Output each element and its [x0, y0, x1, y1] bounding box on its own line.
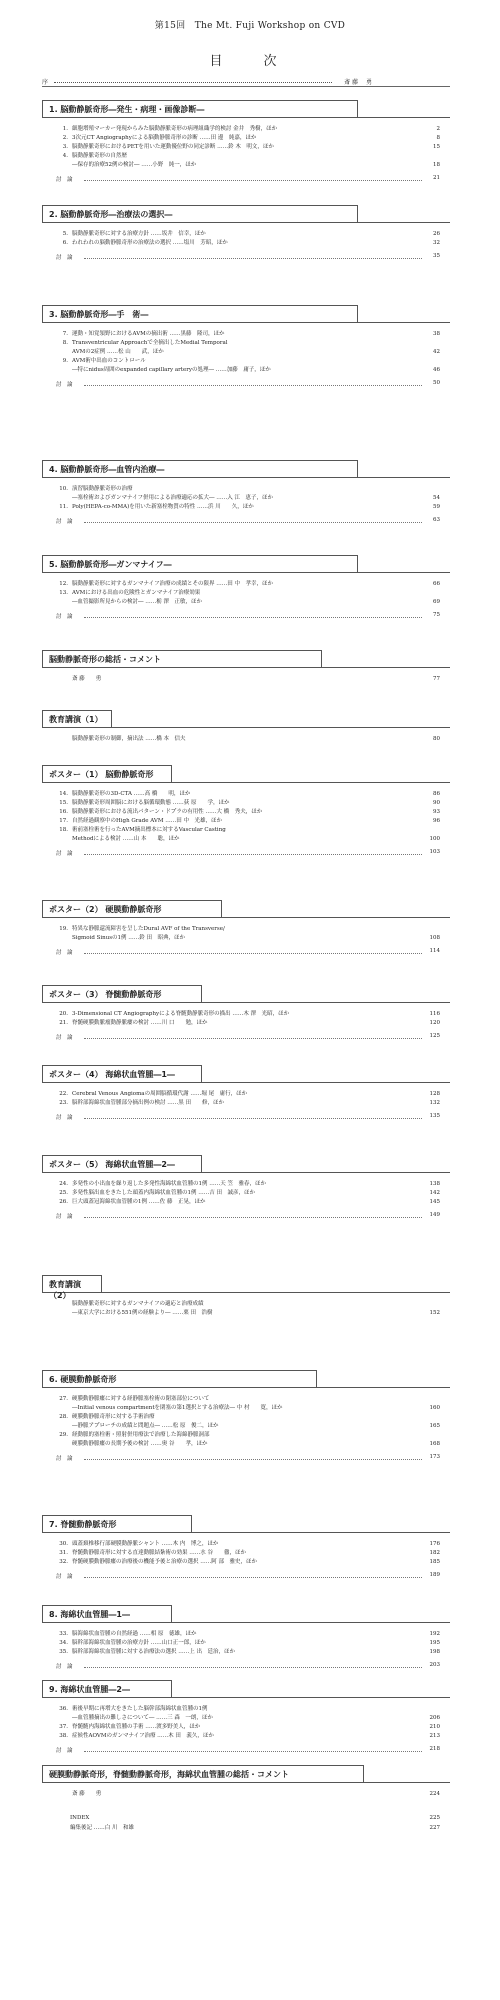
entry-number: 27.	[59, 1396, 68, 1402]
entry-title: 脳動静脈奇形に対するガンマナイフの適応と治療成績	[72, 1301, 204, 1307]
toc-entry[interactable]	[56, 736, 440, 743]
entry-title: 脳動静脈奇形の制御，摘出法 ……橋 本 信夫	[72, 736, 186, 742]
entry-title: 脳幹部海綿状血管腫部分摘出例の検討 ……黒 田 修，ほか	[72, 1100, 224, 1106]
dot-leader	[84, 1038, 422, 1039]
entry-number: 21.	[59, 1020, 68, 1026]
entry-title: 脳海綿状血管腫の自然経過 ……相 原 徳雄，ほか	[72, 1631, 197, 1637]
toc-entry[interactable]	[56, 1020, 440, 1027]
discussion-entry[interactable]	[56, 380, 440, 387]
entry-page: 160	[429, 1405, 440, 1411]
toc-entry[interactable]	[56, 1190, 440, 1197]
entry-number: 30.	[59, 1541, 68, 1547]
entry-number: 34.	[59, 1640, 68, 1646]
entry-page: 54	[433, 495, 440, 501]
entry-page: 128	[429, 1091, 440, 1097]
toc-entry[interactable]	[56, 349, 440, 356]
entry-title: ―静脈アプローチの成績と問題点― ……松 原 俊二，ほか	[72, 1423, 219, 1429]
entry-title: 術前塞栓術を行ったAVM摘出標本に対するVascular Casting	[72, 827, 226, 833]
entry-page: 32	[433, 240, 440, 246]
entry-number: 24.	[59, 1181, 68, 1187]
discussion-entry[interactable]	[56, 1572, 440, 1579]
discussion-entry[interactable]	[56, 1033, 440, 1040]
entry-number: 6.	[62, 240, 68, 246]
entry-title: AVMの2症例 ……松 山 武，ほか	[72, 349, 164, 355]
toc-entry[interactable]	[56, 1423, 440, 1430]
toc-entry[interactable]	[56, 827, 440, 834]
toc-entry[interactable]	[56, 1715, 440, 1722]
entry-number: 37.	[59, 1724, 68, 1730]
toc-entry[interactable]	[56, 495, 440, 502]
entry-title: 頭蓋頚椎移行部硬膜動静脈シャント ……木 内 博之，ほか	[72, 1541, 219, 1547]
discussion-page: 135	[429, 1113, 440, 1119]
divider	[42, 86, 450, 87]
entry-page: 77	[433, 676, 440, 682]
discussion-label: 討 論	[56, 255, 73, 261]
entry-title: Methodによる検討 ……山 本 聡，ほか	[72, 836, 180, 842]
toc-entry[interactable]	[56, 1396, 440, 1403]
dot-leader	[84, 180, 422, 181]
entry-number: 22.	[59, 1091, 68, 1097]
toc-entry[interactable]	[56, 504, 440, 511]
entry-page: 80	[433, 736, 440, 742]
entry-title: ―塞栓術およびガンマナイフ併用による治療適応の拡大― ……入 江 恵子，ほか	[72, 495, 273, 501]
entry-title: 経動脈的塞栓術・照射併用療法で治療した海綿静脈洞部	[72, 1432, 210, 1438]
entry-number: 18.	[59, 827, 68, 833]
discussion-page: 218	[429, 1746, 440, 1752]
entry-title: 術後早期に再増大をきたした脳幹部海綿状血管腫の1例	[72, 1706, 208, 1712]
entry-page: 18	[433, 162, 440, 168]
entry-title: 硬膜動静脈奇形に対する手術治療	[72, 1414, 155, 1420]
discussion-page: 75	[433, 612, 440, 618]
section-rule	[358, 117, 450, 118]
toc-entry[interactable]	[56, 791, 440, 798]
entry-title: 脳動静脈奇形におけるPETを用いた運動優位野の同定診断 ……鈴 木 明文，ほか	[72, 144, 274, 150]
toc-entry[interactable]	[56, 1414, 440, 1421]
toc-entry[interactable]	[56, 1011, 440, 1018]
entry-title: 3次元CT Angiographyによる脳動静脈奇形の診断 ……田 邊 純嘉，ほか	[72, 135, 257, 141]
entry-page: 176	[429, 1541, 440, 1547]
toc-entry[interactable]	[56, 1100, 440, 1107]
entry-title: ―Initial venous compartmentを閉塞の第1選択とする治療法― 中 村 寛，ほか	[72, 1405, 283, 1411]
discussion-page: 35	[433, 253, 440, 259]
discussion-entry[interactable]	[56, 517, 440, 524]
entry-page: 15	[433, 144, 440, 150]
discussion-page: 114	[429, 948, 440, 954]
toc-entry[interactable]	[56, 358, 440, 365]
dot-leader	[84, 522, 422, 523]
dot-leader	[84, 385, 422, 386]
section-heading[interactable]: 4. 脳動静脈奇形―血管内治療―	[42, 460, 358, 478]
entry-title: ―保存的治療52例の検討― ……小野 純一，ほか	[72, 162, 197, 168]
toc-entry[interactable]	[56, 935, 440, 942]
toc-entry[interactable]	[56, 486, 440, 493]
toc-entry[interactable]	[56, 1791, 440, 1798]
section-heading[interactable]: 硬膜動静脈奇形，脊髄動静脈奇形，海綿状血管腫の総括・コメント	[42, 1765, 364, 1783]
section-rule	[358, 322, 450, 323]
section-rule	[358, 222, 450, 223]
discussion-entry[interactable]	[56, 1454, 440, 1461]
section-rule	[102, 1292, 450, 1293]
dot-leader	[84, 854, 422, 855]
section-rule	[172, 1622, 450, 1623]
toc-entry[interactable]	[56, 581, 440, 588]
entry-page: 59	[433, 504, 440, 510]
discussion-entry[interactable]	[56, 1746, 440, 1753]
entry-number: 1.	[62, 126, 68, 132]
discussion-entry[interactable]	[56, 849, 440, 856]
entry-page: 152	[429, 1310, 440, 1316]
entry-title: 多発性の小出血を繰り返した多発性海綿状血管腫の1例 ……天 笠 雅春，ほか	[72, 1181, 266, 1187]
section-rule	[202, 1002, 450, 1003]
entry-page: 138	[429, 1181, 440, 1187]
entry-number: 3.	[62, 144, 68, 150]
entry-number: 15.	[59, 800, 68, 806]
toc-entry[interactable]	[56, 599, 440, 606]
entry-number: 38.	[59, 1733, 68, 1739]
toc-entry[interactable]	[56, 1640, 440, 1647]
entry-number: 7.	[62, 331, 68, 337]
toc-entry[interactable]	[56, 144, 440, 151]
entry-page: 195	[429, 1640, 440, 1646]
dot-leader	[84, 258, 422, 259]
toc-entry[interactable]	[56, 818, 440, 825]
entry-title: 脳動静脈奇形の自然歴	[72, 153, 128, 159]
dot-leader	[54, 82, 332, 83]
discussion-page: 149	[429, 1212, 440, 1218]
section-heading[interactable]: 教育講演（2）	[42, 1275, 102, 1293]
discussion-label: 討 論	[56, 382, 73, 388]
entry-page: 86	[433, 791, 440, 797]
dot-leader	[84, 1118, 422, 1119]
toc-entry[interactable]	[56, 126, 440, 133]
toc-entry[interactable]	[56, 1310, 440, 1317]
entry-title: 自然経過観察中のHigh Grade AVM ……田 中 光雄，ほか	[72, 818, 222, 824]
discussion-page: 50	[433, 380, 440, 386]
dot-leader	[84, 1667, 422, 1668]
entry-number: 33.	[59, 1631, 68, 1637]
section-rule	[202, 1172, 450, 1173]
entry-title: 多発性脳出血をきたした頭蓋内海綿状血管腫の1例 ……吉 田 誠彦，ほか	[72, 1190, 255, 1196]
toc-entry[interactable]	[56, 926, 440, 933]
section-heading[interactable]: ポスター（4） 海綿状血管腫―1―	[42, 1065, 202, 1083]
entry-number: 23.	[59, 1100, 68, 1106]
entry-number: 4.	[62, 153, 68, 159]
section-rule	[358, 572, 450, 573]
discussion-page: 21	[433, 175, 440, 181]
discussion-entry[interactable]	[56, 1662, 440, 1669]
discussion-entry[interactable]	[56, 948, 440, 955]
entry-page: 185	[429, 1559, 440, 1565]
discussion-entry[interactable]	[56, 175, 440, 182]
entry-title: 脳動静脈奇形に対するガンマナイフ治療の成績とその限界 ……田 中 孝幸，ほか	[72, 581, 273, 587]
entry-title: 斎 藤 勇	[72, 1791, 102, 1797]
entry-number: 10.	[59, 486, 68, 492]
entry-title: 脳動静脈奇形の3D-CTA ……高 橋 明，ほか	[72, 791, 191, 797]
toc-entry[interactable]	[56, 1724, 440, 1731]
discussion-label: 討 論	[56, 177, 73, 183]
entry-number: 25.	[59, 1190, 68, 1196]
backmatter-page: 225	[429, 1815, 440, 1821]
entry-page: 145	[429, 1199, 440, 1205]
section-heading[interactable]: 2. 脳動静脈奇形―治療法の選択―	[42, 205, 358, 223]
discussion-entry[interactable]	[56, 1113, 440, 1120]
entry-number: 19.	[59, 926, 68, 932]
entry-page: 2	[436, 126, 440, 132]
entry-number: 17.	[59, 818, 68, 824]
entry-title: 脳幹部海綿状血管腫に対する治療法の選択 ……上 出 廷治，ほか	[72, 1649, 235, 1655]
entry-number: 26.	[59, 1199, 68, 1205]
entry-page: 120	[429, 1020, 440, 1026]
entry-page: 142	[429, 1190, 440, 1196]
toc-entry[interactable]	[56, 809, 440, 816]
discussion-label: 討 論	[56, 1574, 73, 1580]
entry-title: 巨大頭蓋冠海綿状血管腫の1例 ……佐 藤 正晃，ほか	[72, 1199, 206, 1205]
section-rule	[202, 1082, 450, 1083]
preface-label: 序	[42, 79, 49, 86]
section-rule	[172, 782, 450, 783]
entry-title: 斎 藤 勇	[72, 676, 102, 682]
entry-page: 192	[429, 1631, 440, 1637]
entry-title: 脊髄硬膜動静脈瘻の治療後の機能予後と治療の選択 ……阿 部 雅史，ほか	[72, 1559, 257, 1565]
entry-number: 36.	[59, 1706, 68, 1712]
discussion-label: 討 論	[56, 1748, 73, 1754]
section-rule	[358, 477, 450, 478]
entry-number: 31.	[59, 1550, 68, 1556]
backmatter-label: INDEX	[70, 1815, 90, 1821]
entry-page: 42	[433, 349, 440, 355]
toc-entry[interactable]	[56, 331, 440, 338]
toc-entry[interactable]	[56, 1559, 440, 1566]
toc-entry[interactable]	[56, 367, 440, 374]
toc-entry[interactable]	[56, 1541, 440, 1548]
entry-number: 14.	[59, 791, 68, 797]
entry-page: 38	[433, 331, 440, 337]
entry-page: 26	[433, 231, 440, 237]
discussion-entry[interactable]	[56, 1212, 440, 1219]
entry-number: 11.	[59, 504, 68, 510]
toc-entry[interactable]	[56, 1181, 440, 1188]
entry-page: 206	[429, 1715, 440, 1721]
entry-title: 3-Dimensional CT Angiographyによる脊髄動静脈奇形の描出 ……木 澤 光昭，ほか	[72, 1011, 290, 1017]
discussion-label: 討 論	[56, 519, 73, 525]
toc-title: 目 次	[209, 54, 291, 69]
backmatter-page: 227	[429, 1825, 440, 1831]
section-heading[interactable]: ポスター（5） 海綿状血管腫―2―	[42, 1155, 202, 1173]
discussion-entry[interactable]	[56, 612, 440, 619]
discussion-page: 63	[433, 517, 440, 523]
section-heading[interactable]: ポスター（3） 脊髄動静脈奇形	[42, 985, 202, 1003]
discussion-page: 103	[429, 849, 440, 855]
entry-title: Cerebral Venous Angiomaの周囲脳循環代謝 ……堀 尾 庸行，ほか	[72, 1091, 248, 1097]
entry-number: 32.	[59, 1559, 68, 1565]
entry-number: 12.	[59, 581, 68, 587]
discussion-label: 討 論	[56, 1664, 73, 1670]
dot-leader	[84, 1577, 422, 1578]
discussion-page: 173	[429, 1454, 440, 1460]
section-rule	[322, 667, 450, 668]
entry-title: 脳動静脈奇形周囲脳における脳循環動態 ……荻 原 学，ほか	[72, 800, 230, 806]
section-heading[interactable]: 脳動静脈奇形の総括・コメント	[42, 650, 322, 668]
entry-page: 168	[429, 1441, 440, 1447]
toc-entry[interactable]	[56, 1706, 440, 1713]
toc-entry[interactable]	[56, 231, 440, 238]
entry-page: 66	[433, 581, 440, 587]
discussion-page: 203	[429, 1662, 440, 1668]
toc-entry[interactable]	[56, 1301, 440, 1308]
section-heading[interactable]: 8. 海綿状血管腫―1―	[42, 1605, 172, 1623]
toc-entry[interactable]	[56, 836, 440, 843]
entry-page: 165	[429, 1423, 440, 1429]
dot-leader	[84, 617, 422, 618]
discussion-label: 討 論	[56, 1456, 73, 1462]
entry-page: 224	[429, 1791, 440, 1797]
preface-author: 斎 藤 勇	[344, 79, 372, 86]
section-rule	[222, 917, 450, 918]
dot-leader	[84, 1459, 422, 1460]
section-heading[interactable]: 1. 脳動静脈奇形―発生・病理・画像診断―	[42, 100, 358, 118]
entry-number: 8.	[62, 340, 68, 346]
toc-entry[interactable]	[56, 135, 440, 142]
entry-number: 29.	[59, 1432, 68, 1438]
discussion-label: 討 論	[56, 1214, 73, 1220]
entry-number: 28.	[59, 1414, 68, 1420]
entry-page: 210	[429, 1724, 440, 1730]
entry-page: 132	[429, 1100, 440, 1106]
entry-page: 90	[433, 800, 440, 806]
entry-title: 脊髄髄内海綿状血管腫の手術 ……渡多野美人，ほか	[72, 1724, 201, 1730]
discussion-page: 125	[429, 1033, 440, 1039]
entry-page: 46	[433, 367, 440, 373]
toc-entry[interactable]	[56, 590, 440, 597]
dot-leader	[84, 953, 422, 954]
entry-title: 特異な静脈還流障害を呈したDural AVF of the Transverse/	[72, 926, 225, 932]
entry-title: AVM術中出血のコントロール	[72, 358, 146, 364]
section-rule	[364, 1782, 450, 1783]
toc-entry[interactable]	[56, 676, 440, 683]
entry-page: 100	[429, 836, 440, 842]
section-heading[interactable]: 5. 脳動静脈奇形―ガンマナイフ―	[42, 555, 358, 573]
discussion-label: 討 論	[56, 1115, 73, 1121]
toc-entry[interactable]	[56, 800, 440, 807]
entry-title: われわれの脳動静脈奇形の治療法の選択 ……塩川 芳昭，ほか	[72, 240, 228, 246]
toc-entry[interactable]	[56, 1441, 440, 1448]
section-heading[interactable]: 6. 硬膜動静脈奇形	[42, 1370, 317, 1388]
entry-title: 脊髄動静脈奇形に対する直達動脈結紮術の効果 ……水 谷 徹，ほか	[72, 1550, 246, 1556]
entry-page: 182	[429, 1550, 440, 1556]
section-heading[interactable]: ポスター（1） 脳動静脈奇形	[42, 765, 172, 783]
entry-page: 198	[429, 1649, 440, 1655]
entry-number: 35.	[59, 1649, 68, 1655]
entry-page: 93	[433, 809, 440, 815]
toc-entry[interactable]	[56, 1733, 440, 1740]
toc-entry[interactable]	[56, 1649, 440, 1656]
toc-entry[interactable]	[56, 1199, 440, 1206]
entry-number: 2.	[62, 135, 68, 141]
entry-title: 硬膜動静脈瘻に対する経静脈塞栓術の閉塞部位について	[72, 1396, 210, 1402]
entry-number: 13.	[59, 590, 68, 596]
toc-entry[interactable]	[56, 1405, 440, 1412]
entry-title: 脳動静脈奇形に対する治療方針 ……坂井 信幸，ほか	[72, 231, 206, 237]
entry-title: 運動・知覚領野におけるAVMの摘出術 ……黒藤 隆司，ほか	[72, 331, 225, 337]
section-rule	[192, 1532, 450, 1533]
discussion-label: 討 論	[56, 1035, 73, 1041]
header-title: 第15回 The Mt. Fuji Workshop on CVD	[154, 21, 346, 31]
toc-entry[interactable]	[56, 240, 440, 247]
backmatter-entry[interactable]	[70, 1815, 440, 1822]
entry-number: 5.	[62, 231, 68, 237]
entry-number: 9.	[62, 358, 68, 364]
entry-title: AVMにおける出血の危険性とガンマナイフ治療効果	[72, 590, 201, 596]
toc-entry[interactable]	[56, 153, 440, 160]
discussion-page: 189	[429, 1572, 440, 1578]
entry-page: 96	[433, 818, 440, 824]
entry-number: 20.	[59, 1011, 68, 1017]
backmatter-label: 編集後記 ……白 川 和雄	[70, 1825, 134, 1831]
dot-leader	[84, 1751, 422, 1752]
toc-entry[interactable]	[56, 1631, 440, 1638]
section-heading[interactable]: 教育講演（1）	[42, 710, 112, 728]
section-heading[interactable]: ポスター（2） 硬膜動静脈奇形	[42, 900, 222, 918]
entry-title: ―血管撮影所見からの検討― ……栃 澤 正敏，ほか	[72, 599, 202, 605]
toc-entry[interactable]	[56, 340, 440, 347]
toc-entry[interactable]	[56, 1432, 440, 1439]
entry-page: 69	[433, 599, 440, 605]
toc-entry[interactable]	[56, 1550, 440, 1557]
discussion-label: 討 論	[56, 614, 73, 620]
section-heading[interactable]: 7. 脊髄動静脈奇形	[42, 1515, 192, 1533]
entry-title: ―特にnidus周囲のexpanded capillary arteryの処理― ……加藤 庸子，ほか	[72, 367, 271, 373]
toc-entry[interactable]	[56, 1091, 440, 1098]
entry-title: 細胞増殖マーカー発現からみた脳動静脈奇形の病理組織学的検討 金井 秀樹，ほか	[72, 126, 278, 132]
entry-title: 脊髄硬膜動脈瘤動静脈瘻の検討 ……川 口 勉，ほか	[72, 1020, 208, 1026]
discussion-label: 討 論	[56, 851, 73, 857]
entry-title: 脳動静脈奇形における流出パターン・ドプラの有用性 ……大 橋 秀夫，ほか	[72, 809, 263, 815]
section-heading[interactable]: 3. 脳動静脈奇形―手 術―	[42, 305, 358, 323]
entry-title: ―血管腫摘出の難しさについて― ……三 森 一朗，ほか	[72, 1715, 213, 1721]
section-rule	[317, 1387, 450, 1388]
entry-number: 16.	[59, 809, 68, 815]
entry-title: Poly(HEPA-co-MMA)を用いた新塞栓物質の特性 ……浜 川 久，ほか	[72, 504, 254, 510]
entry-page: 213	[429, 1733, 440, 1739]
dot-leader	[84, 1217, 422, 1218]
entry-title: 演習脳動静脈奇形の治療	[72, 486, 133, 492]
entry-title: 脳幹部海綿状血管腫の治療方針 ……山口正一郎，ほか	[72, 1640, 206, 1646]
entry-title: ―東京大学における551例の経験より― ……栗 田 浩樹	[72, 1310, 213, 1316]
entry-title: Sigmoid Sinusの1例 ……鈴 田 昭典，ほか	[72, 935, 186, 941]
entry-title: 症候性AOVMのガンマナイフ治療 ……木 田 義久，ほか	[72, 1733, 214, 1739]
entry-page: 8	[436, 135, 440, 141]
backmatter-entry[interactable]	[70, 1825, 440, 1832]
entry-page: 116	[429, 1011, 440, 1017]
section-rule	[112, 727, 450, 728]
section-rule	[172, 1697, 450, 1698]
section-heading[interactable]: 9. 海綿状血管腫―2―	[42, 1680, 172, 1698]
toc-entry[interactable]	[56, 162, 440, 169]
entry-title: Transventricular Approachで全摘出したMedial Temporal	[72, 340, 228, 346]
discussion-label: 討 論	[56, 950, 73, 956]
entry-title: 硬膜動静脈瘻の長期予後の検討 ……奥 谷 孝，ほか	[72, 1441, 208, 1447]
entry-page: 108	[429, 935, 440, 941]
discussion-entry[interactable]	[56, 253, 440, 260]
